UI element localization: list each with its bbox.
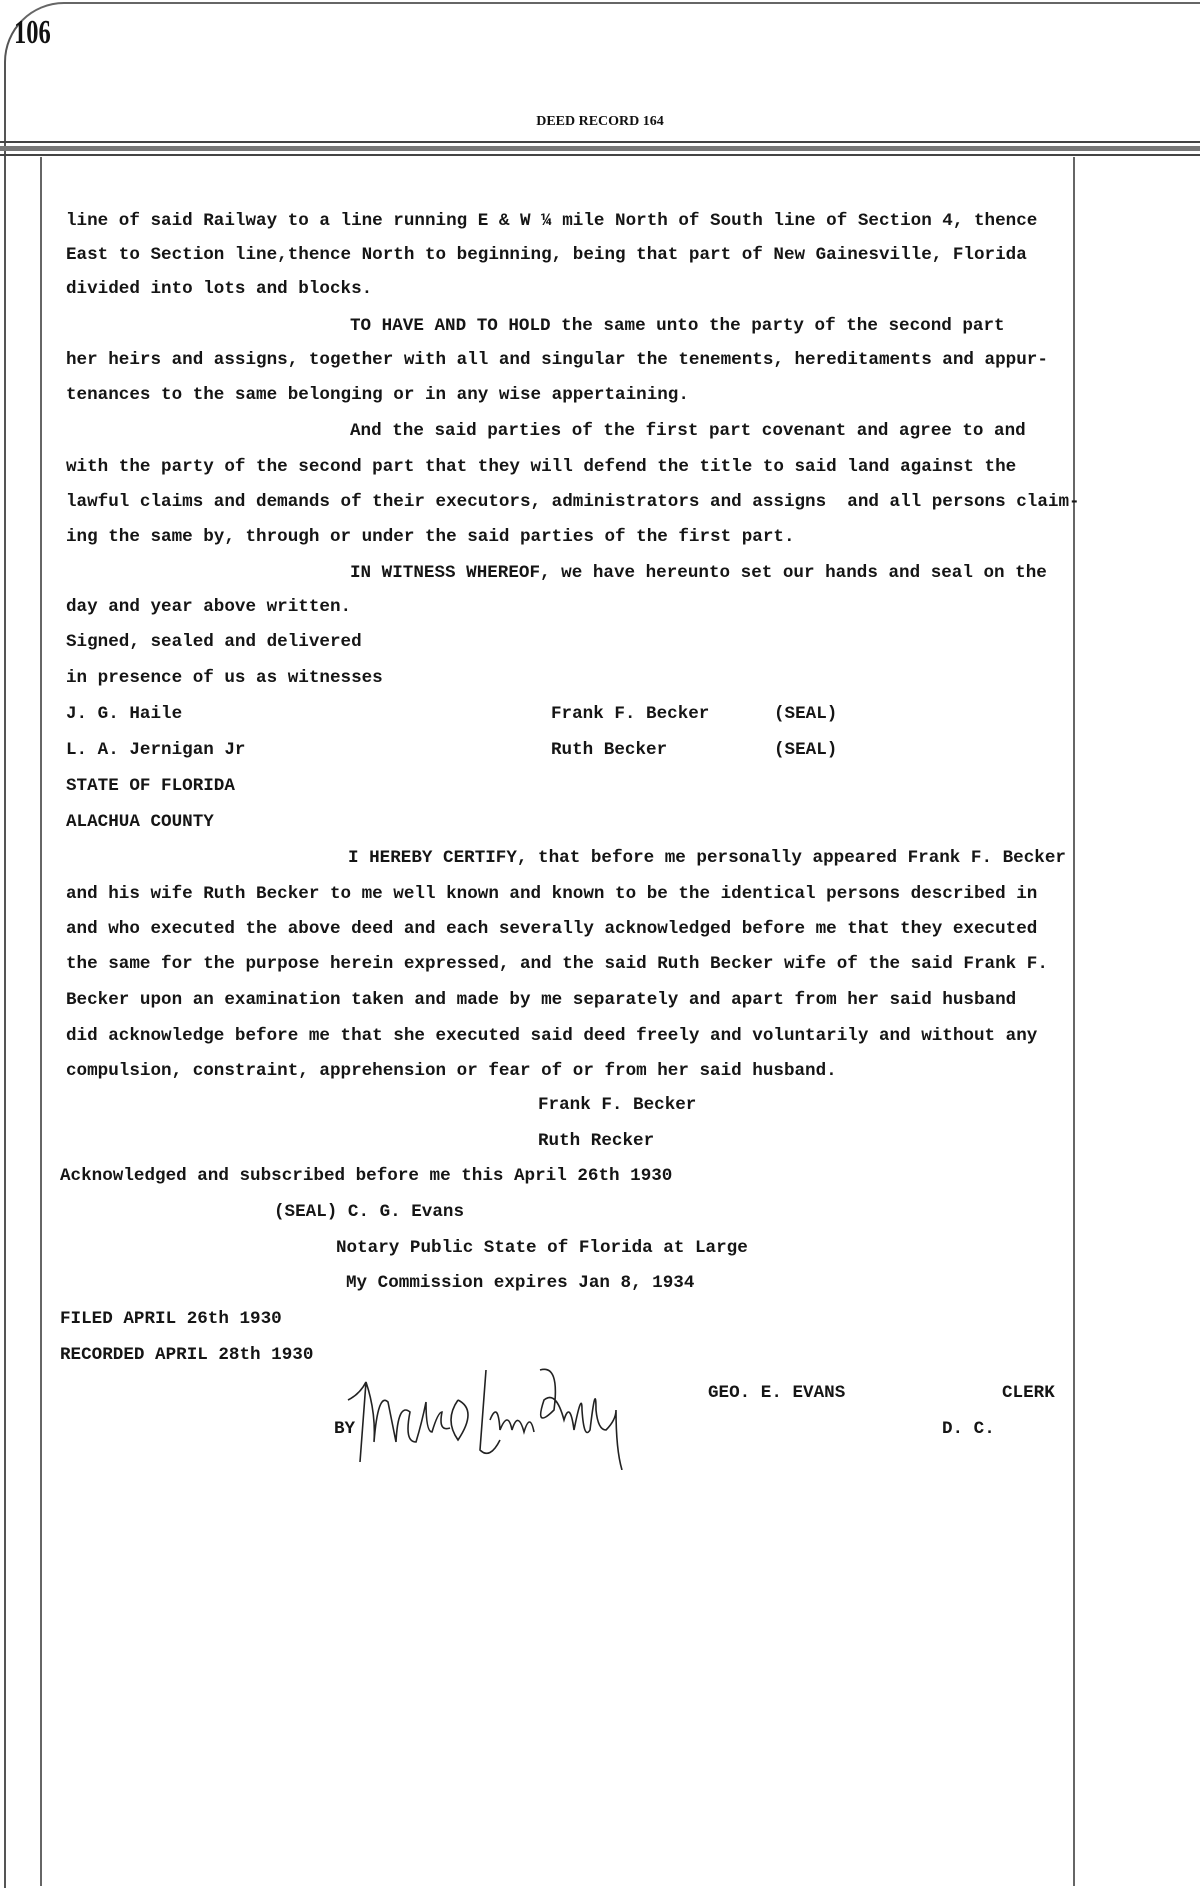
acknowledgement-line: Acknowledged and subscribed before me this April 26th 1930 <box>60 1166 673 1186</box>
header-rule <box>0 154 1200 156</box>
certificate-line: and who executed the above deed and each severally acknowledged before me that they executed <box>66 919 1038 939</box>
body-line: divided into lots and blocks. <box>66 279 373 299</box>
body-line: lawful claims and demands of their executors, administrators and assigns and all persons claim- <box>66 492 1080 512</box>
witness-name: L. A. Jernigan Jr <box>66 740 246 760</box>
body-line: her heirs and assigns, together with all and singular the tenements, hereditaments and appur- <box>66 350 1048 370</box>
grantor-name: Ruth Becker <box>551 740 668 760</box>
header-rule <box>0 141 1200 143</box>
body-line: IN WITNESS WHEREOF, we have hereunto set our hands and seal on the <box>350 563 1047 583</box>
body-line: Signed, sealed and delivered <box>66 632 362 652</box>
certificate-line: the same for the purpose herein expressed, and the said Ruth Becker wife of the said Frank F. <box>66 954 1048 974</box>
seal-label: (SEAL) <box>774 740 838 760</box>
body-line: day and year above written. <box>66 597 352 617</box>
body-line: with the party of the second part that they will defend the title to said land against the <box>66 457 1017 477</box>
body-line: TO HAVE AND TO HOLD the same unto the party of the second part <box>350 316 1005 336</box>
certificate-line: I HEREBY CERTIFY, that before me personally appeared Frank F. Becker <box>348 848 1066 868</box>
by-label: BY <box>334 1419 356 1439</box>
page-number: 106 <box>14 14 51 51</box>
body-line: And the said parties of the first part covenant and agree to and <box>350 421 1026 441</box>
recorded-date: RECORDED APRIL 28th 1930 <box>60 1345 314 1365</box>
deputy-clerk-signature <box>340 1360 710 1470</box>
certificate-line: Becker upon an examination taken and made by me separately and apart from her said husband <box>66 990 1017 1010</box>
right-margin-line <box>1073 157 1075 1886</box>
deputy-clerk-label: D. C. <box>942 1419 995 1439</box>
clerk-title: CLERK <box>1002 1383 1055 1403</box>
header-rule <box>0 146 1200 151</box>
certificate-signer: Frank F. Becker <box>538 1095 697 1115</box>
notary-title: Notary Public State of Florida at Large <box>336 1238 748 1258</box>
certificate-line: did acknowledge before me that she executed said deed freely and voluntarily and without any <box>66 1026 1038 1046</box>
notary-seal-line: (SEAL) C. G. Evans <box>274 1202 465 1222</box>
grantor-name: Frank F. Becker <box>551 704 710 724</box>
body-line: East to Section line,thence North to beginning, being that part of New Gainesville, Florida <box>66 245 1027 265</box>
certificate-line: and his wife Ruth Becker to me well known and known to be the identical persons described in <box>66 884 1038 904</box>
body-line: ing the same by, through or under the said parties of the first part. <box>66 527 795 547</box>
body-line: in presence of us as witnesses <box>66 668 383 688</box>
body-line: line of said Railway to a line running E & W ¼ mile North of South line of Section 4, thence <box>66 211 1038 231</box>
page-header: DEED RECORD 164 <box>536 114 664 129</box>
filed-date: FILED APRIL 26th 1930 <box>60 1309 282 1329</box>
certificate-signer: Ruth Recker <box>538 1131 655 1151</box>
seal-label: (SEAL) <box>774 704 838 724</box>
certificate-line: compulsion, constraint, apprehension or fear of or from her said husband. <box>66 1061 837 1081</box>
witness-name: J. G. Haile <box>66 704 183 724</box>
body-line: tenances to the same belonging or in any wise appertaining. <box>66 385 689 405</box>
left-margin-line <box>40 157 42 1886</box>
state-label: STATE OF FLORIDA <box>66 776 235 796</box>
commission-expiry: My Commission expires Jan 8, 1934 <box>346 1273 695 1293</box>
county-label: ALACHUA COUNTY <box>66 812 214 832</box>
clerk-name: GEO. E. EVANS <box>708 1383 846 1403</box>
